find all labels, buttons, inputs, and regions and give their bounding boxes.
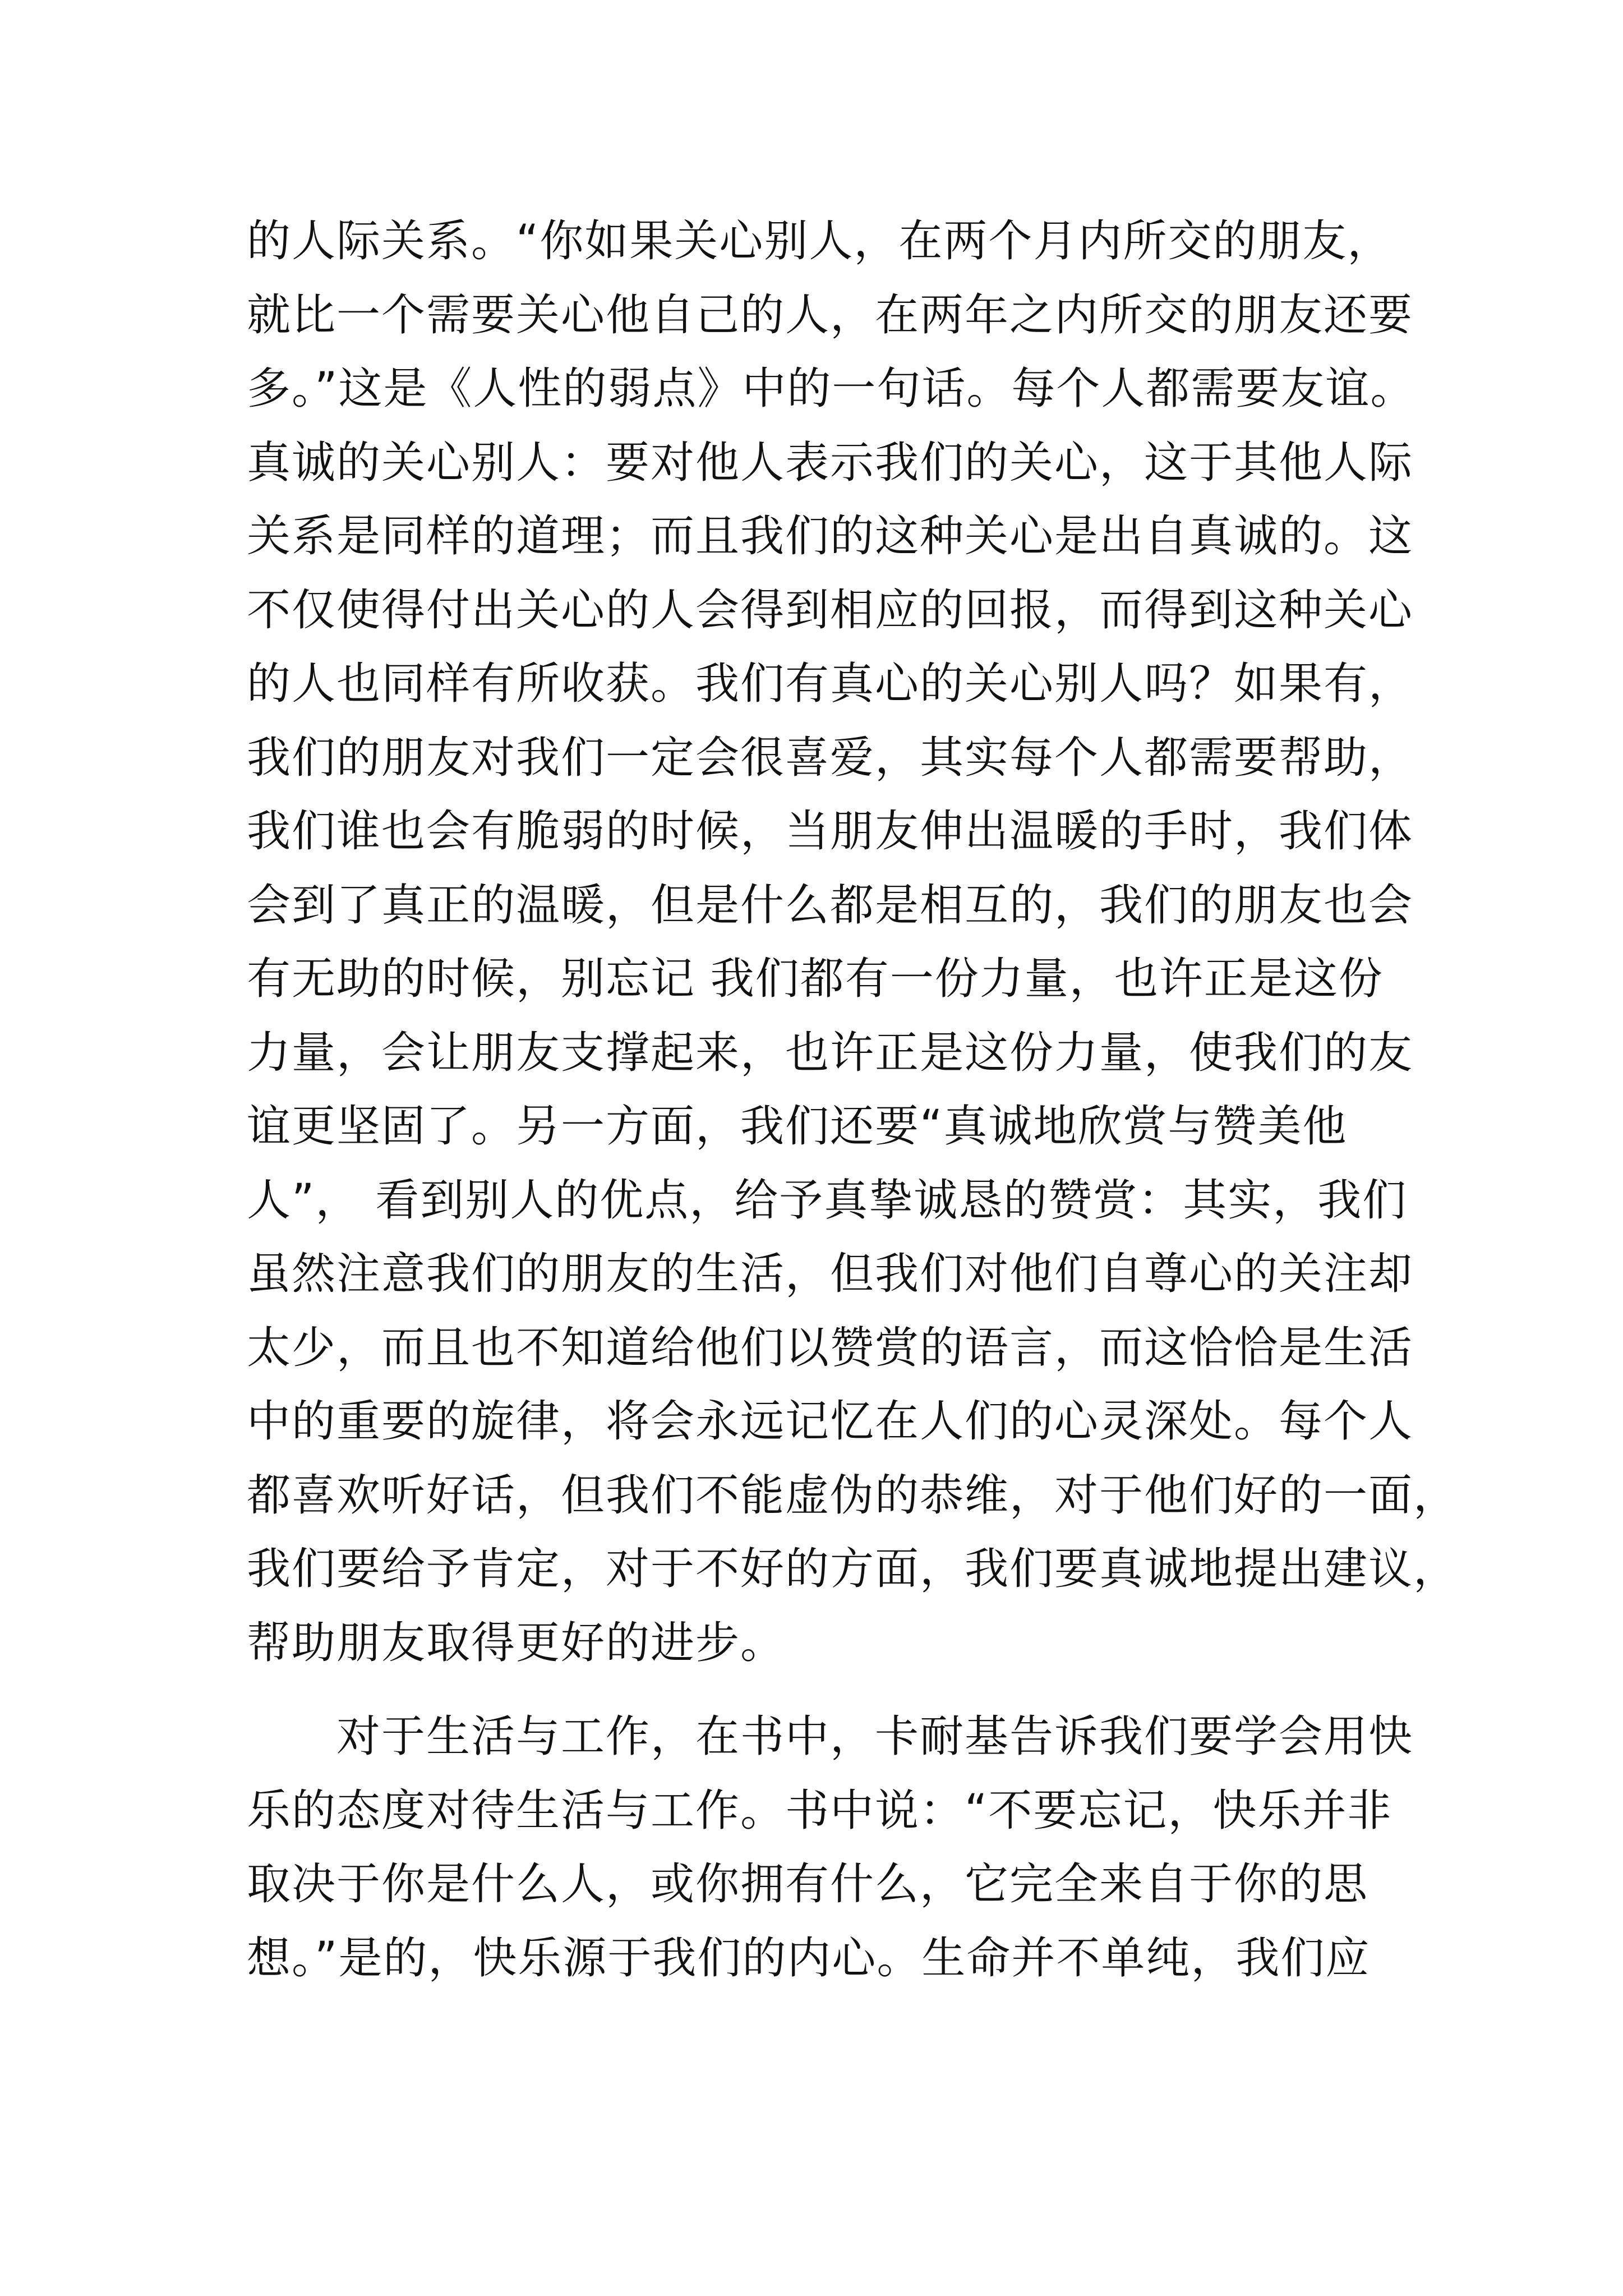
text-line: 真诚的关心别人：要对他人表示我们的关心，这于其他人际 — [247, 438, 1414, 488]
text-line: 我们的朋友对我们一定会很喜爱，其实每个人都需要帮助， — [247, 733, 1414, 783]
text-line: 取决于你是什么人，或你拥有什么，它完全来自于你的思 — [247, 1859, 1369, 1910]
text-line: 想。”是的，快乐源于我们的内心。生命并不单纯，我们应 — [247, 1933, 1371, 1984]
text-line: 有无助的时候，别忘记 我们都有一份力量，也许正是这份 — [247, 954, 1384, 1004]
text-line: 我们谁也会有脆弱的时候，当朋友伸出温暖的手时，我们体 — [247, 806, 1414, 857]
text-line: 太少，而且也不知道给他们以赞赏的语言，而这恰恰是生活 — [247, 1323, 1414, 1373]
text-line: 的人也同样有所收获。我们有真心的关心别人吗？如果有， — [247, 659, 1414, 709]
text-line: 我们要给予肯定，对于不好的方面，我们要真诚地提出建议， — [247, 1544, 1459, 1594]
text-line: 多。”这是《人性的弱点》中的一句话。每个人都需要友谊。 — [247, 364, 1415, 414]
text-line: 的人际关系。“你如果关心别人，在两个月内所交的朋友， — [247, 216, 1393, 266]
text-line: 乐的态度对待生活与工作。书中说：“不要忘记，快乐并非 — [247, 1786, 1393, 1836]
text-line: 中的重要的旋律，将会永远记忆在人们的心灵深处。每个人 — [247, 1396, 1414, 1447]
text-line: 关系是同样的道理；而且我们的这种关心是出自真诚的。这 — [247, 511, 1414, 562]
text-line: 不仅使得付出关心的人会得到相应的回报，而得到这种关心 — [247, 585, 1414, 636]
text-line: 人”， 看到别人的优点，给予真挚诚恳的赞赏：其实，我们 — [247, 1175, 1408, 1226]
text-line: 都喜欢听好话，但我们不能虚伪的恭维，对于他们好的一面， — [247, 1470, 1459, 1521]
text-line: 谊更坚固了。另一方面，我们还要“真诚地欣赏与赞美他 — [247, 1101, 1348, 1152]
text-line: 虽然注意我们的朋友的生活，但我们对他们自尊心的关注却 — [247, 1249, 1414, 1299]
text-line: 力量，会让朋友支撑起来，也许正是这份力量，使我们的友 — [247, 1028, 1414, 1078]
text-line: 就比一个需要关心他自己的人，在两年之内所交的朋友还要 — [247, 290, 1414, 341]
text-line: 会到了真正的温暖，但是什么都是相互的，我们的朋友也会 — [247, 880, 1414, 931]
text-line: 帮助朋友取得更好的进步。 — [247, 1618, 786, 1668]
text-line: 对于生活与工作，在书中，卡耐基告诉我们要学会用快 — [247, 1711, 1414, 1762]
